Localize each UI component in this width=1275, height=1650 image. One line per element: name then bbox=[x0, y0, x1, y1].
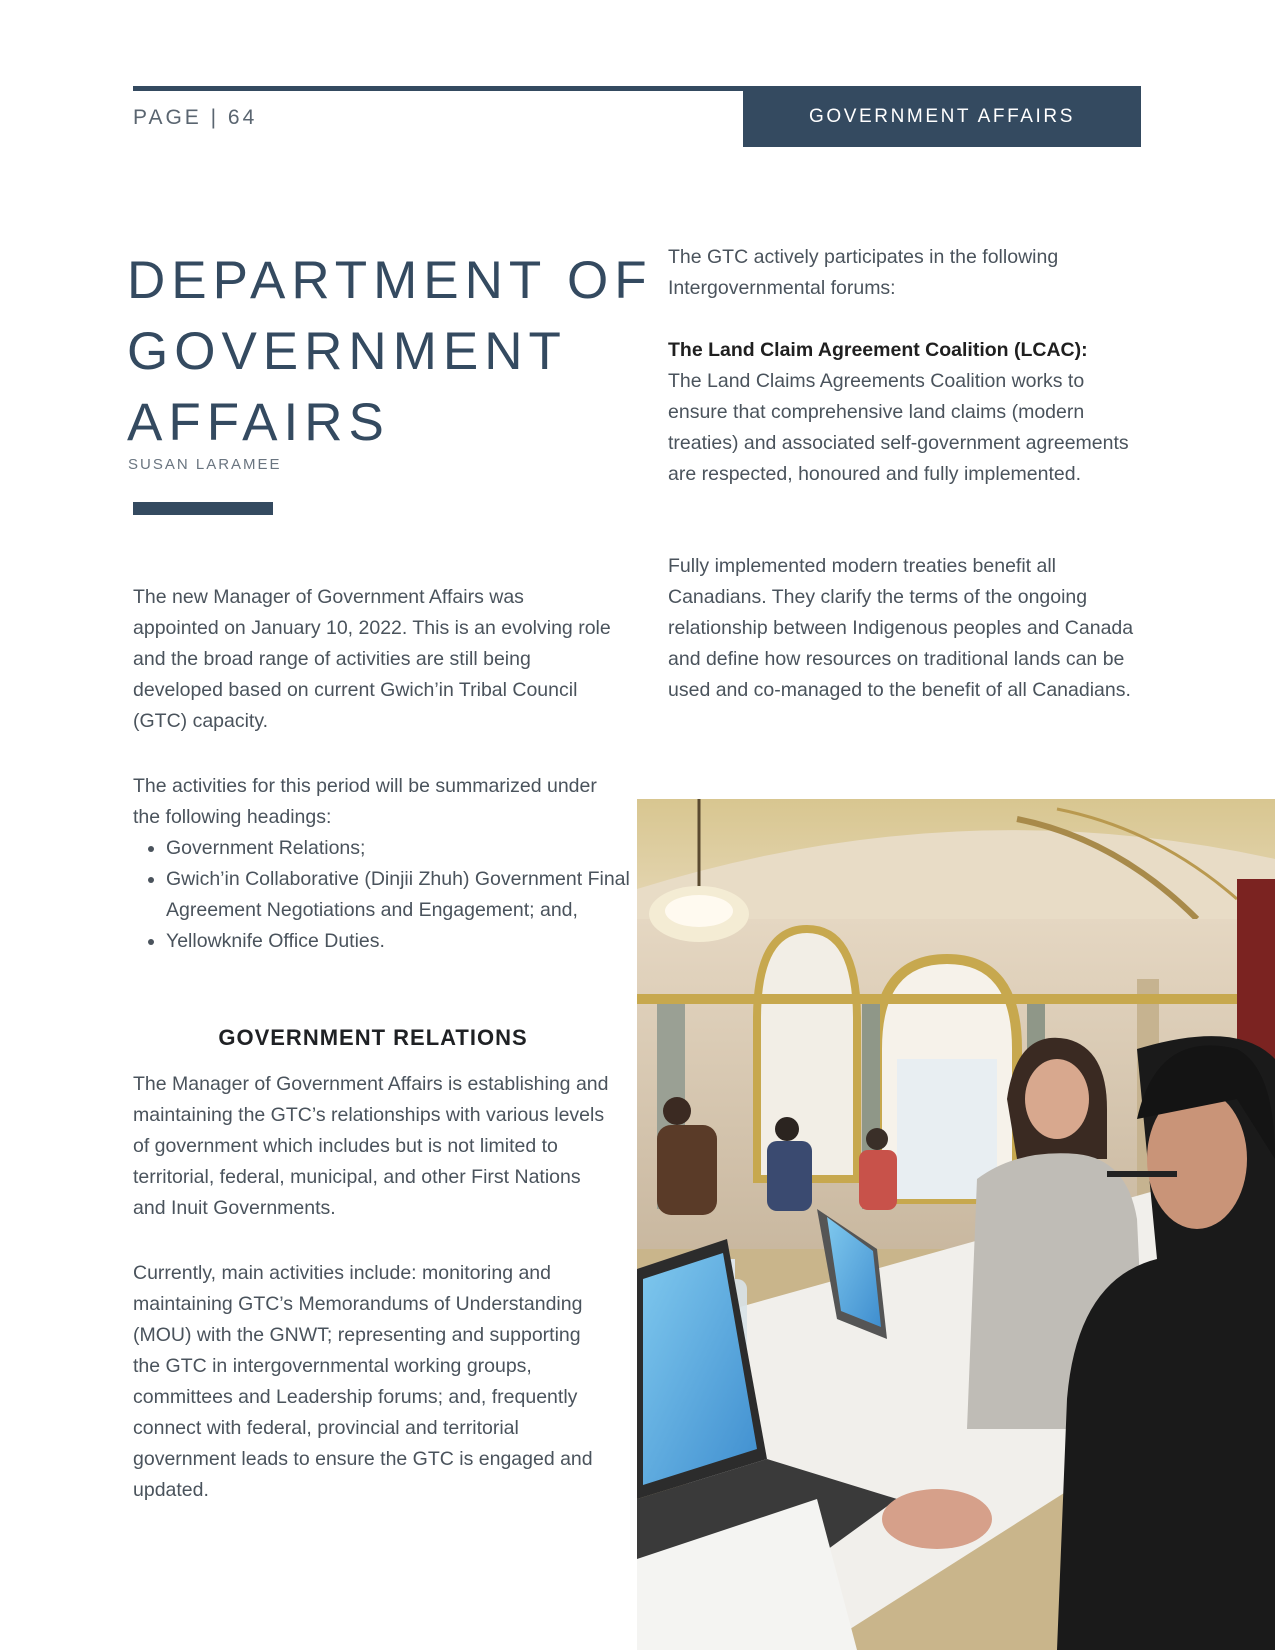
page-title-line: AFFAIRS bbox=[127, 393, 390, 452]
forums-intro: The GTC actively participates in the following Intergovernmental forums: bbox=[668, 246, 1059, 299]
list-item: • Yellowknife Office Duties. bbox=[166, 926, 646, 957]
treaties-paragraph: Fully implemented modern treaties benefit all Canadians. They clarify the terms of the ongoing relationship between Indigenous peoples and Canada and define how resources on traditional lands can be used and co-managed to the benefit of all Canadians. bbox=[668, 555, 1134, 701]
relations-activities-paragraph: Currently, main activities include: monitoring and maintaining GTC’s Memorandums of Understanding (MOU) with the GNWT; representing and supporting the GTC in intergovernmental working groups, committees and Leadership forums; and, frequently connect with federal, provincial and territorial government leads to ensure the GTC is engaged and updated. bbox=[133, 1262, 593, 1501]
page-title-line: GOVERNMENT bbox=[127, 322, 567, 381]
section-tag-label: GOVERNMENT AFFAIRS bbox=[808, 105, 1076, 127]
lcac-heading: The Land Claim Agreement Coalition (LCAC): bbox=[668, 339, 1088, 361]
accent-bar bbox=[133, 502, 273, 515]
lcac-body: The Land Claims Agreements Coalition works to ensure that comprehensive land claims (modern treaties) and associated self-government agreements are respected, honoured and fully implemented. bbox=[668, 370, 1129, 485]
list-item: • Government Relations; bbox=[166, 833, 646, 864]
section-tag bbox=[743, 86, 1141, 147]
author-name: SUSAN LARAMEE bbox=[128, 456, 282, 473]
list-item: • Gwich’in Collaborative (Dinjii Zhuh) Government Final Agreement Negotiations and Engagement; and, bbox=[166, 864, 646, 926]
page-title bbox=[127, 245, 653, 458]
activities-list bbox=[133, 833, 646, 957]
page-title-line: DEPARTMENT OF bbox=[127, 251, 653, 310]
relations-paragraph: The Manager of Government Affairs is establishing and maintaining the GTC’s relationships with various levels of government which includes but is not limited to territorial, federal, municipal, and other First Nations and Inuit Governments. bbox=[133, 1073, 609, 1219]
intro-paragraph: The new Manager of Government Affairs was appointed on January 10, 2022. This is an evolving role and the broad range of activities are still being developed based on current Gwich’in Tribal Council (GTC) capacity. bbox=[133, 586, 611, 732]
page-number: PAGE | 64 bbox=[133, 106, 258, 129]
lcac-block bbox=[668, 335, 1138, 490]
meeting-photo bbox=[637, 799, 1275, 1650]
header-rule bbox=[133, 86, 743, 91]
section-heading: GOVERNMENT RELATIONS bbox=[218, 1025, 528, 1050]
meeting-photo-illustration bbox=[637, 799, 1275, 1650]
activities-intro: The activities for this period will be summarized under the following headings: bbox=[133, 775, 597, 828]
